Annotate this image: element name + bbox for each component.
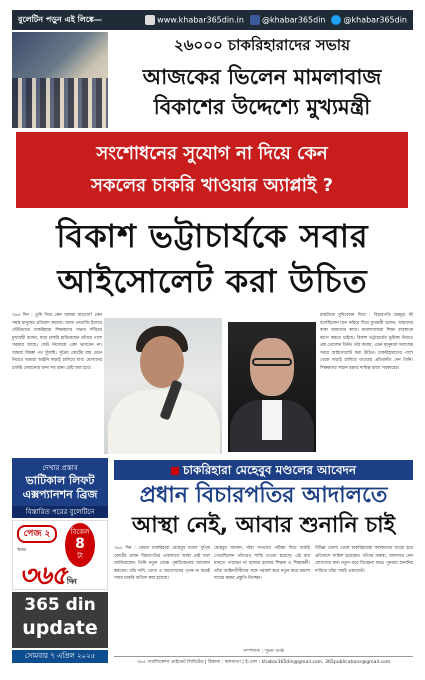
square-icon <box>171 467 179 475</box>
main-headline <box>12 214 413 304</box>
khobor-label: খবর <box>17 547 26 553</box>
article1-right-column: রায়টাকে সুবিবেচনা দিয়ে : বিচারপতি চন্দ্রচূড় কী বলেছিলেন মনে করিয়ে দিয়ে মুখ্যমন্ত্রী বলেন, আমাদের বাক্য আমাদের কাজ। মামলাবাজরা শিক্ষা ব্যবস্থাকে ধ্বংস করতে চাইছে। বিকাশ ভট্টাচার্যের ভূমিকা নিয়েও প্রশ্ন তোলেন তিনি। তাঁর কথায়, এমন মানুষকে সমাজের সবার আইসোলেট করা উচিত। চাকরিহারাদের পাশে থেকে লড়াই চালিয়ে যাওয়ার প্রতিশ্রুতি দেন তিনি। শিক্ষকদের সম্মান রক্ষার দায়িত্ব রাজ্য সরকারের। <box>320 313 413 371</box>
twitter-icon <box>331 15 341 25</box>
chief-minister-photo <box>104 318 222 454</box>
facebook-link[interactable]: @khabar365din <box>250 15 326 25</box>
globe-icon <box>145 15 155 25</box>
ad-title: দেখার প্রস্তাব <box>42 464 78 472</box>
article2-column-1: ৩৬৫ দিন : কেনো চাকরিহারা মেহেবুব মণ্ডল সুপ্রিম কোর্টের প্রধান বিচারপতির এজলাসে আস্থা নেই বলে জানিয়েছেন। তিনি নতুন বেঞ্চে পুনর্বিবেচনার আবেদন করবেন। তাঁর দাবি, যোগ্য ও অযোগ্যদের পৃথক না করেই সবার চাকরি বাতিল করা হয়েছে। <box>114 546 210 581</box>
article1-left-column: ৩৬৫ দিন : তুমি দিয়ে কেন আমরা ছাড়বো? কেন সমস্ত মানুষের প্রতিবাদ করবো। আজ নেতাজি ইন্ডোর স্টেডিয়ামে চাকরিহারা শিক্ষকদের সভায় দাঁড়িয়ে মুখ্যমন্ত্রী বলেন, যারা চাকরি হারিয়েছেন তাঁদের পাশে সরকার আছে। কেউ নিজেকে একা ভাববেন না। আমরা বিকল্প পথ খুঁজছি। সুপ্রিম কোর্টের রায় মেনে নিয়েও আমরা আইনি লড়াই চালিয়ে যাব। যোগ্যদের চাকরি ফেরানোর জন্য সব রকম চেষ্টা করা হবে। <box>12 313 102 371</box>
ad-line-2: এক্সপ্যানশন ব্রিজ <box>22 488 98 501</box>
article2-kicker: চাকরিহারা মেহেবুব মণ্ডলের আবেদন <box>114 460 413 480</box>
ad-footer: বিস্তারিত পরের বুলেটিনে <box>12 506 108 518</box>
red-banner <box>16 132 408 208</box>
twitter-link[interactable]: @khabar365din <box>331 15 407 25</box>
bikash-bhattacharya-photo <box>228 322 316 452</box>
article2-headline-line-2: আস্থা নেই, আবার শুনানি চাই <box>131 513 396 538</box>
brand-suffix: দিন <box>66 577 76 586</box>
article2-headline-line-1: প্রধান বিচারপতির আদালতে <box>139 483 388 508</box>
article2-column-2: মেহেবুব জানান, যাঁরা সৎভাবে পরীক্ষা দিয়ে চাকরি পেয়েছিলেন তাঁদেরও শাস্তি দেওয়া হয়েছে। এই রায় মানতে পারছেন না হাজার হাজার শিক্ষক ও শিক্ষাকর্মী। তাঁরা আইনজীবীদের সঙ্গে পরামর্শ করে নতুন করে মামলা দায়ের করার প্রস্তুতি নিচ্ছেন। <box>214 546 310 581</box>
brand-update-box <box>12 592 108 648</box>
red-banner-line-1: সংশোধনের সুযোগ না দিয়ে কেন <box>96 143 328 164</box>
brand-line-2: update <box>22 617 98 639</box>
time-badge-label: বিকেল <box>70 528 90 536</box>
page-label: পেজ ২ <box>17 525 57 543</box>
rally-photo <box>12 32 108 128</box>
time-badge-sub: টা <box>77 552 83 560</box>
editor-credit: সম্পাদক : সুমন গুপ্ত <box>243 648 284 654</box>
red-banner-line-2: সকলের চাকরি খাওয়ার অ্যাপ্লাই ? <box>90 175 334 196</box>
imprint-line: ৩৬৫ পাবলিকেশন প্রাইভেট লিমিটেড | ঠিকানা : কলকাতা | ই-মেল : khabar365din@gmail.com, 365publications@gmail.com <box>114 656 413 668</box>
main-headline-line-1: বিকাশ ভট্টাচার্যকে সবার <box>56 217 369 255</box>
main-headline-line-2: আইসোলেট করা উচিত <box>57 262 368 300</box>
dateline: সোমবার ৭ এপ্রিল ২০২৫ <box>12 650 108 663</box>
ad-box[interactable] <box>12 458 108 518</box>
ad-line-1: ভাটিকাল লিফট <box>25 474 95 487</box>
bulletin-lead-text: বুলেটিন পড়ুন এই লিঙ্কে— <box>18 14 103 24</box>
top-info-bar <box>12 10 413 30</box>
time-badge-number: 8 <box>75 536 85 552</box>
bulletin-promo <box>12 520 108 590</box>
website-link[interactable]: www.khabar365din.in <box>145 15 244 25</box>
top-deck-line-2: বিকাশের উদ্দেশ্যে মুখ্যমন্ত্রী <box>153 95 371 119</box>
article2-column-3: বিভিন্ন জেলা থেকে চাকরিহারারা কলকাতায় জড়ো হয়ে প্রতিবাদে সামিল হয়েছেন। তাঁদের বক্তব্য, আদালত যেন যোগ্যদের কথা নতুন করে বিবেচনা করে। পুনরায় শুনানির দাবিতে তাঁরা সবাই একজোট। <box>315 546 413 574</box>
facebook-icon <box>250 15 260 25</box>
top-subhead: ২৬০০০ চাকরিহারাদের সভায় <box>174 36 350 54</box>
top-deck <box>112 62 412 122</box>
top-deck-line-1: আজকের ভিলেন মামলাবাজ <box>142 65 382 89</box>
brand-digits: ৩৬৫দিন <box>19 561 76 591</box>
brand-line-1: 365 din <box>24 595 96 615</box>
